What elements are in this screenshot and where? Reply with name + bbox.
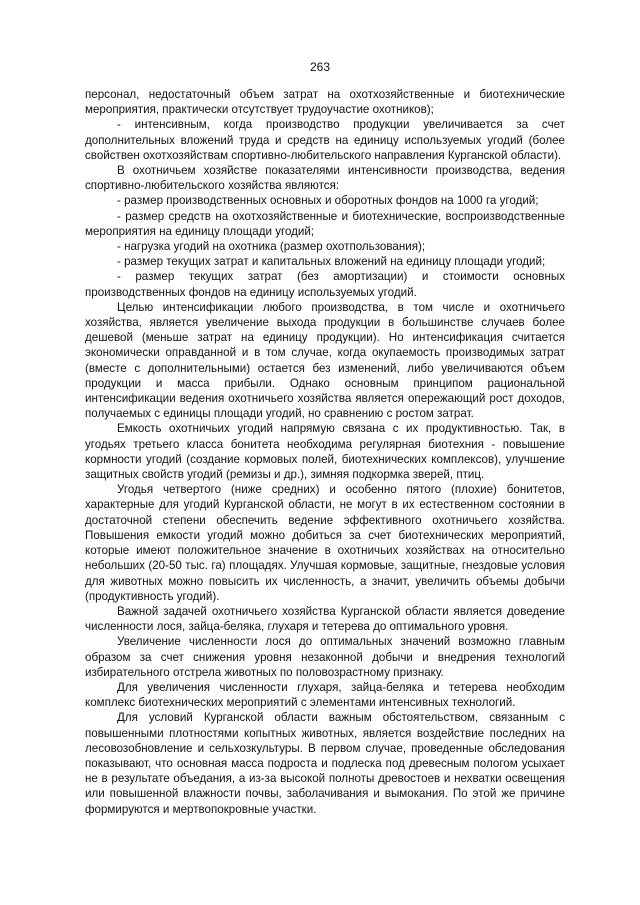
- list-item: - размер средств на охотхозяйственные и биотехнические, воспроизводственные мероприятия на единицу площади угодий;: [85, 209, 565, 238]
- page-number: 263: [309, 60, 331, 74]
- paragraph: персонал, недостаточный объем затрат на охотхозяйственные и биотехнические мероприятия, практически отсутствует трудоучастие охотников);: [85, 88, 565, 117]
- list-item: - размер текущих затрат и капитальных вложений на единицу площади угодий;: [117, 255, 546, 269]
- list-item: - размер текущих затрат (без амортизации) и стоимости основных производственных фондов на единицу используемых угодий.: [85, 270, 565, 299]
- paragraph: Для условий Курганской области важным обстоятельством, связанным с повышенными плотностями копытных животных, является воздействие последних на лесовозобновление и сельхозкультуры. В первом случае, проведенные обследования показывают, что основная масса подроста и подлеска под древесным пологом усыхает не в результате объедания, а из-за высокой полноты древостоев и нехватки освещения или повышенной влажности почвы, заболачивания и вымокания. По этой же причине формируются и мертвопокровные участки.: [85, 711, 565, 816]
- paragraph: Угодья четвертого (ниже средних) и особенно пятого (плохие) бонитетов, характерные для угодий Курганской области, не могут в их естественном состоянии в достаточной степени обеспечить ведение эффективного охотничьего хозяйства. Повышения емкости угодий можно добиться за счет биотехнических мероприятий, которые имеют положительное значение в охотничьих хозяйствах на относительно небольших (20-50 тыс. га) площадях. Улучшая кормовые, защитные, гнездовые условия для животных можно повысить их численность, а значит, увеличить объемы добычи (продуктивность угодий).: [85, 483, 565, 603]
- paragraph: Емкость охотничьих угодий напрямую связана с их продуктивностью. Так, в угодьях третьего класса бонитета необходима регулярная биотехния - повышение кормности угодий (создание кормовых полей, биотехнических комплексов), улучшение защитных свойств угодий (ремизы и др.), зимняя подкормка зверей, птиц.: [85, 422, 565, 482]
- paragraph: Увеличение численности лося до оптимальных значений возможно главным образом за счет снижения уровня незаконной добычи и внедрения технологий избирательного отстрела животных по половозрастному признаку.: [85, 635, 565, 679]
- paragraph: Для увеличения численности глухаря, зайца-беляка и тетерева необходим комплекс биотехнических мероприятий с элементами интенсивных технологий.: [85, 680, 565, 710]
- list-item: - интенсивным, когда производство продукции увеличивается за счет дополнительных вложений труда и средств на единицу используемых угодий (более свойствен охотхозяйствам спортивно-любительского направления Курганской области).: [85, 118, 565, 162]
- paragraph: Важной задачей охотничьего хозяйства Курганской области является доведение численности лося, зайца-беляка, глухаря и тетерева до оптимального уровня.: [85, 604, 565, 634]
- list-item: - размер производственных основных и оборотных фондов на 1000 га угодий;: [117, 194, 539, 208]
- paragraph: В охотничьем хозяйстве показателями интенсивности производства, ведения спортивно-любительского хозяйства являются:: [85, 164, 565, 193]
- document-body: [85, 87, 565, 817]
- list-item: - нагрузка угодий на охотника (размер охотпользования);: [117, 240, 426, 254]
- paragraph: Целью интенсификации любого производства, в том числе и охотничьего хозяйства, является увеличение выхода продукции в большинстве случаев более дешевой (меньше затрат на единицу продукции). Но интенсификация считается экономически оправданной и в том случае, когда окупаемость производимых затрат (вместе с дополнительными) остается без изменений, либо увеличиваются объем продукции и масса прибыли. Однако основным принципом рациональной интенсификации ведения охотничьего хозяйства является опережающий рост доходов, получаемых с единицы площади угодий, но сравнению с ростом затрат.: [85, 300, 565, 421]
